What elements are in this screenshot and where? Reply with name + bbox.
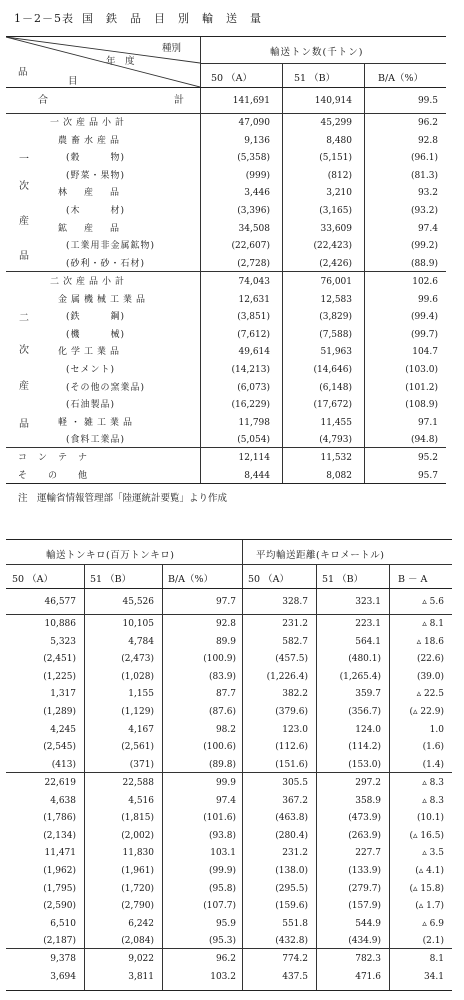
row-label: (穀 物): [66, 153, 126, 164]
distance-50a: (280.4): [275, 830, 308, 841]
value-50a: (5,358): [237, 153, 270, 164]
tonkm-ratio: 95.9: [215, 918, 236, 929]
distance-diff: (22.6): [416, 654, 444, 665]
value-ratio: 99.6: [417, 294, 438, 305]
distance-50a: (151.6): [275, 759, 308, 770]
distance-50a: (457.5): [275, 654, 308, 665]
category-label-char: 品: [19, 419, 29, 430]
value-ratio: 96.2: [417, 118, 438, 128]
distance-51b: (356.7): [348, 707, 381, 717]
header-bottom-rule: [6, 588, 452, 589]
row-label: 二次産品小計: [50, 277, 129, 287]
tonkm-ratio: 92.8: [215, 619, 236, 629]
distance-51b: (153.0): [348, 759, 381, 770]
row-label: 鉱 産 品: [58, 223, 124, 234]
value-51b: (6,148): [319, 382, 352, 393]
distance-50a: (379.6): [275, 707, 308, 717]
total-50a: 141,691: [232, 96, 270, 106]
distance-diff: ▵ 18.6: [416, 636, 444, 647]
distance-diff: ▵ 6.9: [422, 918, 444, 929]
tonkm-ratio: (95.8): [208, 883, 236, 894]
tonkm-51b: 4,784: [128, 636, 154, 647]
tonkm-50a: (2,187): [43, 936, 76, 947]
tonkm-51b: (2,002): [121, 830, 154, 841]
value-50a: (22,607): [231, 241, 270, 252]
tonkm-ratio: 87.7: [215, 689, 236, 700]
page-title: [14, 10, 274, 26]
column-divider: [364, 63, 365, 483]
distance-51b: 471.6: [355, 971, 381, 982]
value-50a: (14,213): [231, 365, 270, 375]
distance-51b: 358.9: [355, 795, 381, 806]
tonkm-51b: 3,811: [128, 971, 154, 982]
value-50a: 8,444: [244, 470, 270, 481]
value-ratio: (101.2): [405, 382, 438, 393]
category-label-char: 品: [19, 251, 29, 262]
distance-diff: ▵ 5.6: [422, 597, 444, 607]
tonkm-51b: (1,129): [121, 707, 154, 717]
tonkm-ratio: (87.6): [208, 707, 236, 717]
category-label-char: 二: [19, 313, 29, 324]
tonkm-ratio: (83.9): [208, 671, 236, 682]
distance-50a: (295.5): [275, 883, 308, 894]
tonkm-50a: 22,619: [44, 778, 76, 788]
tonkm-50a: 11,471: [44, 848, 76, 859]
distance-diff: (2.1): [422, 936, 444, 947]
distance-50a: 305.5: [282, 778, 308, 788]
row-label: 金属機械工業品: [58, 294, 150, 305]
value-51b: 12,583: [320, 294, 352, 305]
distance-50a: (463.8): [275, 813, 308, 824]
value-51b: (812): [327, 170, 352, 181]
value-ratio: (99.2): [410, 241, 438, 252]
column-divider: [200, 37, 201, 483]
distance-50a: 231.2: [282, 848, 308, 859]
tonkm-51b: 9,022: [128, 954, 154, 964]
distance-51b: 323.1: [355, 597, 381, 607]
table-number: 1－2－5表: [14, 12, 74, 25]
tonkm-50a: (2,545): [43, 742, 76, 753]
tonkm-51b: (371): [129, 759, 154, 770]
value-ratio: (99.7): [410, 329, 438, 340]
value-50a: 3,446: [244, 188, 270, 199]
distance-50a: 437.5: [282, 971, 308, 982]
tonkm-51b: (2,790): [121, 901, 154, 912]
tonkm-ratio: (107.7): [203, 901, 236, 912]
tonkm-ratio: 97.7: [215, 597, 236, 607]
tonkm-51b: (1,961): [121, 866, 154, 876]
tonkm-51b: 1,155: [128, 689, 154, 700]
row-label: 一次産品小計: [50, 118, 129, 128]
column-divider: [84, 564, 85, 990]
value-ratio: 102.6: [412, 277, 438, 287]
distance-51b: 782.3: [355, 954, 381, 964]
value-50a: (999): [245, 170, 270, 181]
distance-diff: ▵ 8.3: [422, 795, 444, 806]
tonkm-50a: (2,590): [43, 901, 76, 912]
value-51b: (3,165): [319, 206, 352, 216]
distance-50a: (1,226.4): [266, 671, 308, 682]
tonkm-ratio: (101.6): [203, 813, 236, 824]
distance-diff: ▵ 8.3: [422, 778, 444, 788]
value-51b: 76,001: [320, 277, 352, 287]
value-ratio: (93.2): [410, 206, 438, 216]
total-label-1: 合: [38, 95, 48, 106]
tonkm-51b: 4,167: [128, 724, 154, 735]
distance-51b: (279.7): [348, 883, 381, 894]
distance-diff: ▵ 22.5: [416, 689, 444, 700]
tonkm-50a: 6,510: [50, 918, 76, 929]
value-50a: (16,229): [231, 400, 270, 411]
tonkm-51b: (1,720): [121, 883, 154, 894]
value-50a: (6,073): [237, 382, 270, 393]
value-50a: 12,631: [238, 294, 270, 305]
distance-51b: 124.0: [355, 724, 381, 735]
tonkm-50a: 10,886: [44, 619, 76, 629]
header-divider: [200, 63, 446, 64]
distance-51b: (114.2): [348, 742, 381, 753]
header-distance-50a: 50 （A）: [248, 574, 289, 585]
tonkm-ratio: 99.9: [215, 778, 236, 788]
value-51b: 45,299: [320, 118, 352, 128]
row-label: (食料工業品): [66, 435, 126, 446]
column-divider: [162, 564, 163, 990]
distance-51b: 297.2: [355, 778, 381, 788]
tonkm-51b: (2,561): [121, 742, 154, 753]
distance-51b: 227.7: [355, 848, 381, 859]
header-distance-diff: B － A: [398, 574, 428, 585]
value-50a: (2,728): [237, 258, 270, 269]
value-51b: 11,532: [320, 453, 352, 463]
tonkm-51b: 22,588: [122, 778, 154, 788]
distance-50a: (138.0): [275, 866, 308, 876]
distance-diff: 1.0: [429, 724, 444, 735]
value-51b: (17,672): [313, 400, 352, 411]
row-label: 軽・雑工業品: [58, 417, 137, 428]
tonkm-50a: 5,323: [50, 636, 76, 647]
distance-50a: 382.2: [282, 689, 308, 700]
distance-50a: (432.8): [275, 936, 308, 947]
total-51b: 140,914: [314, 96, 352, 106]
distance-51b: (434.9): [348, 936, 381, 947]
value-51b: 8,082: [326, 470, 352, 481]
row-label: コ ン テ ナ: [18, 453, 89, 463]
tonkm-ratio: 103.2: [210, 971, 236, 982]
header-tonkm-50a: 50 （A）: [12, 574, 53, 585]
tonkm-ratio: 98.2: [215, 724, 236, 735]
tonkm-ratio: (93.8): [208, 830, 236, 841]
value-50a: (3,396): [237, 206, 270, 216]
header-col-ratio: B/A（%）: [378, 73, 424, 84]
total-ratio: 99.5: [417, 96, 438, 106]
value-50a: 11,798: [238, 417, 270, 428]
distance-50a: 551.8: [282, 918, 308, 929]
tonkm-ratio: (99.9): [208, 866, 236, 876]
distance-51b: (1,265.4): [339, 671, 381, 682]
tonkm-ratio: 97.4: [215, 795, 236, 806]
tonkm-51b: (1,815): [121, 813, 154, 824]
distance-diff: (▵ 22.9): [409, 707, 444, 717]
value-50a: (3,851): [237, 312, 270, 323]
distance-51b: (157.9): [348, 901, 381, 912]
row-label: (鉄 鋼): [66, 312, 126, 323]
tonnage-table: [6, 36, 446, 484]
value-51b: 8,480: [326, 135, 352, 146]
distance-diff: (1.6): [422, 742, 444, 753]
value-50a: 74,043: [238, 277, 270, 287]
row-label: そ の 他: [18, 470, 89, 481]
distance-51b: 544.9: [355, 918, 381, 929]
column-divider: [282, 63, 283, 483]
value-51b: (7,588): [319, 329, 352, 340]
source-note: 注 運輸省情報管理部「陸運統計要覧」より作成: [18, 493, 228, 504]
header-year: 年 度: [106, 56, 135, 67]
tonkm-50a: 46,577: [44, 597, 76, 607]
row-label: 農畜水産品: [58, 135, 124, 146]
row-label: 化学工業品: [58, 347, 124, 358]
distance-51b: 223.1: [355, 619, 381, 629]
value-ratio: 95.7: [417, 470, 438, 481]
distance-51b: (480.1): [348, 654, 381, 665]
distance-50a: 328.7: [282, 597, 308, 607]
tonkm-51b: 11,830: [122, 848, 154, 859]
row-label: (木 材): [66, 206, 126, 216]
header-col-51b: 51 （B）: [294, 73, 336, 84]
tonkm-50a: (1,962): [43, 866, 76, 876]
tonkm-51b: (2,084): [121, 936, 154, 947]
value-50a: 47,090: [238, 118, 270, 128]
header-bottom-rule: [6, 87, 446, 88]
tonkm-50a: 4,245: [50, 724, 76, 735]
tonkm-50a: 1,317: [50, 689, 76, 700]
value-ratio: 95.2: [417, 453, 438, 463]
category-label-char: 産: [19, 216, 29, 227]
distance-diff: (▵ 4.1): [415, 866, 444, 876]
value-51b: 51,963: [320, 347, 352, 358]
distance-50a: (112.6): [275, 742, 308, 753]
distance-diff: ▵ 8.1: [422, 619, 444, 629]
table-name: 国鉄品目別輸送量: [82, 12, 274, 25]
tonkm-50a: (1,786): [43, 813, 76, 824]
tonkm-50a: (1,289): [43, 707, 76, 717]
distance-diff: (10.1): [416, 813, 444, 824]
header-tonkm-51b: 51 （B）: [90, 574, 132, 585]
row-label: (野菜・果物): [66, 170, 126, 181]
value-51b: (2,426): [319, 258, 352, 269]
tonkm-50a: 3,694: [50, 971, 76, 982]
header-tonkm-ratio: B/A（%）: [168, 574, 214, 585]
distance-50a: (159.6): [275, 901, 308, 912]
distance-50a: 774.2: [282, 954, 308, 964]
value-51b: (4,793): [319, 435, 352, 446]
row-label: (機 械): [66, 329, 126, 340]
header-col-50a: 50 （A）: [211, 73, 252, 84]
value-51b: (22,423): [313, 241, 352, 252]
header-tonkm-group: 輸送トンキロ(百万トンキロ): [46, 550, 175, 561]
tonkm-ratio: 89.9: [215, 636, 236, 647]
value-ratio: (96.1): [410, 153, 438, 164]
header-kind: 種別: [162, 43, 182, 54]
distance-51b: (263.9): [348, 830, 381, 841]
category-label-char: 一: [19, 154, 29, 165]
tonkm-ratio: (100.9): [203, 654, 236, 665]
value-ratio: 92.8: [417, 135, 438, 146]
distance-diff: (1.4): [422, 759, 444, 770]
distance-diff: (▵ 1.7): [415, 901, 444, 912]
tonkm-ratio: (100.6): [203, 742, 236, 753]
tonkm-50a: 4,638: [50, 795, 76, 806]
row-label: 林 産 品: [58, 188, 124, 199]
tonkm-ratio: 103.1: [210, 848, 236, 859]
tonkm-51b: 4,516: [128, 795, 154, 806]
value-51b: (14,646): [313, 365, 352, 375]
tonkm-ratio: 96.2: [215, 954, 236, 964]
distance-diff: (▵ 16.5): [409, 830, 444, 841]
category-label-char: 次: [19, 181, 29, 192]
header-tonnage-group: 輸送トン数(千トン): [270, 47, 364, 58]
row-label: (セメント): [66, 365, 116, 375]
value-51b: 3,210: [326, 188, 352, 199]
row-label: (石油製品): [66, 400, 116, 411]
row-label: (工業用非金属鉱物): [66, 241, 156, 252]
distance-51b: 564.1: [355, 636, 381, 647]
tonkm-50a: (1,225): [43, 671, 76, 682]
tonkm-51b: 10,105: [122, 619, 154, 629]
header-distance-group: 平均輸送距離(キロメートル): [256, 550, 385, 561]
tonkm-51b: (1,028): [121, 671, 154, 682]
value-ratio: (88.9): [410, 258, 438, 269]
value-ratio: 97.1: [417, 417, 438, 428]
value-50a: (7,612): [237, 329, 270, 340]
value-50a: 12,114: [238, 453, 270, 463]
header-distance-51b: 51 （B）: [322, 574, 364, 585]
value-50a: (5,054): [237, 435, 270, 446]
distance-51b: (473.9): [348, 813, 381, 824]
total-label-2: 計: [174, 95, 184, 106]
tonkm-50a: (1,795): [43, 883, 76, 894]
distance-51b: 359.7: [355, 689, 381, 700]
category-label-char: 次: [19, 345, 29, 356]
distance-diff: (▵ 15.8): [409, 883, 444, 894]
tonkm-50a: 9,378: [50, 954, 76, 964]
value-ratio: 93.2: [417, 188, 438, 199]
header-item-2: 目: [68, 76, 78, 87]
distance-50a: 582.7: [282, 636, 308, 647]
tonkm-51b: 45,526: [122, 597, 154, 607]
tonkm-50a: (2,451): [43, 654, 76, 665]
distance-51b: (133.9): [348, 866, 381, 876]
distance-diff: 8.1: [429, 954, 444, 964]
distance-diff: (39.0): [416, 671, 444, 682]
category-label-char: 産: [19, 381, 29, 392]
section-divider: [6, 113, 446, 114]
value-50a: 9,136: [244, 135, 270, 146]
row-label: (その他の窯業品): [66, 382, 146, 393]
value-ratio: (99.4): [410, 312, 438, 323]
value-51b: (5,151): [319, 153, 352, 164]
value-51b: 11,455: [320, 417, 352, 428]
row-label: (砂利・砂・石材): [66, 258, 146, 269]
value-ratio: (108.9): [405, 400, 438, 411]
header-item-1: 品: [18, 67, 28, 78]
value-51b: 33,609: [320, 223, 352, 234]
distance-50a: 231.2: [282, 619, 308, 629]
tonkm-50a: (2,134): [43, 830, 76, 841]
distance-50a: 123.0: [282, 724, 308, 735]
tonkm-51b: (2,473): [121, 654, 154, 665]
value-50a: 34,508: [238, 223, 270, 234]
value-ratio: (94.8): [410, 435, 438, 446]
distance-diff: 34.1: [423, 971, 444, 982]
tonkm-ratio: (89.8): [208, 759, 236, 770]
tonkm-ratio: (95.3): [208, 936, 236, 947]
value-51b: (3,829): [319, 312, 352, 323]
distance-50a: 367.2: [282, 795, 308, 806]
value-50a: 49,614: [238, 347, 270, 358]
value-ratio: (81.3): [410, 170, 438, 181]
value-ratio: (103.0): [405, 365, 438, 375]
tonkm-50a: (413): [51, 759, 76, 770]
section-divider: [6, 614, 452, 615]
value-ratio: 97.4: [417, 223, 438, 234]
header-divider: [6, 564, 452, 565]
value-ratio: 104.7: [412, 347, 438, 358]
tonkm-distance-table: [6, 539, 452, 991]
tonkm-51b: 6,242: [128, 918, 154, 929]
distance-diff: ▵ 3.5: [422, 848, 444, 859]
